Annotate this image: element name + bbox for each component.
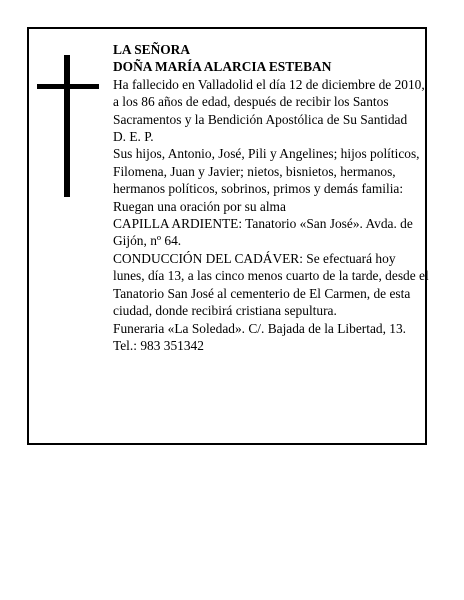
obituary-text <box>113 41 429 354</box>
procession-info: CONDUCCIÓN DEL CADÁVER: Se efectuará hoy lunes, día 13, a las cinco menos cuarto de la tarde, desde el Tanatorio San José al cementerio de El Carmen, de esta ciudad, donde recibirá cristiana sepultura. <box>113 250 429 319</box>
family-list: Sus hijos, Antonio, José, Pili y Angelines; hijos políticos, Filomena, Juan y Javier; nietos, bisnietos, hermanos, hermanos políticos, sobrinos, primos y demás familia: <box>113 146 420 197</box>
prayer-request: Ruegan una oración por su alma <box>113 198 286 214</box>
funeral-home-info: Funeraria «La Soledad». C/. Bajada de la Libertad, 13. Tel.: 983 351342 <box>113 320 407 353</box>
cross-horizontal-bar <box>37 84 99 89</box>
notice-title-line1: LA SEÑORA <box>113 42 191 57</box>
rest-in-peace: D. E. P. <box>113 129 154 145</box>
chapel-info: CAPILLA ARDIENTE: Tanatorio «San José». Avda. de Gijón, nº 64. <box>113 216 413 249</box>
cross-icon <box>37 55 99 197</box>
cross-vertical-bar <box>64 55 70 197</box>
death-announcement: Ha fallecido en Valladolid el día 12 de diciembre de 2010, a los 86 años de edad, después de recibir los Santos Sacramentos y la Bendición Apostólica de Su Santidad <box>113 76 425 127</box>
deceased-name: DOÑA MARÍA ALARCIA ESTEBAN <box>113 59 332 75</box>
